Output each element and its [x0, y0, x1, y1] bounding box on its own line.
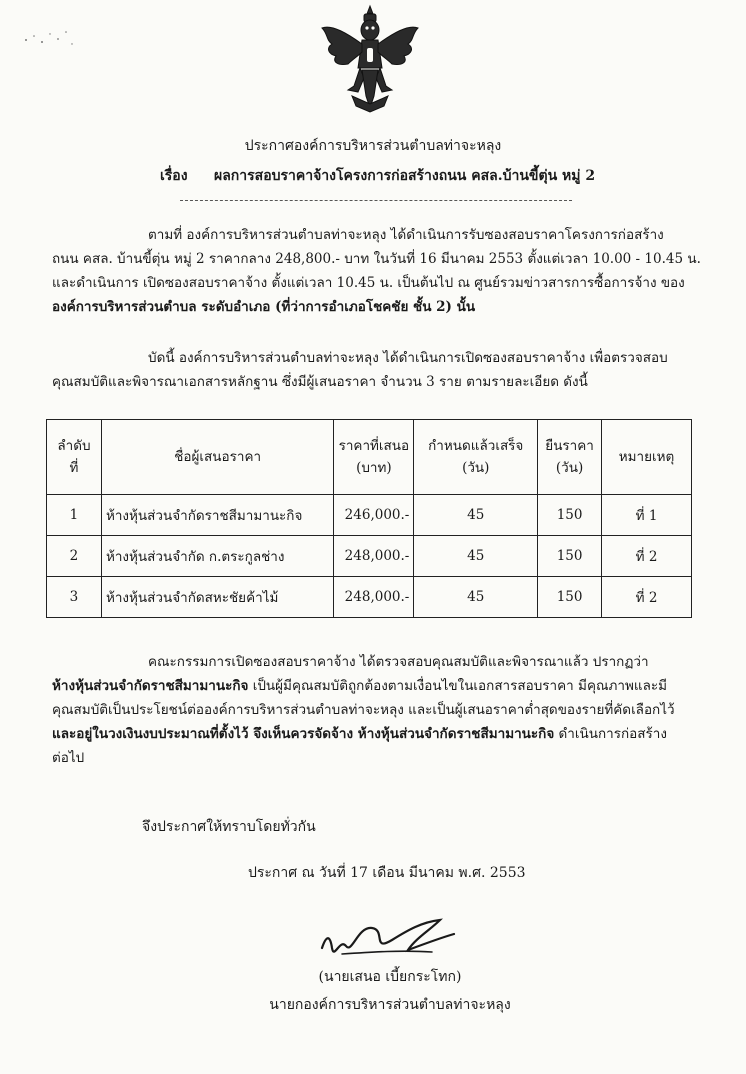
row-price: 248,000.-: [334, 577, 414, 618]
row-no: 1: [47, 495, 102, 536]
row-remark: ที่ 1: [602, 495, 692, 536]
row-bidder-name: ห้างหุ้นส่วนจำกัดราชสีมามานะกิจ: [101, 495, 333, 536]
result-paragraph: [52, 650, 692, 770]
table-header-row: [47, 420, 692, 495]
row-validity: 150: [538, 536, 602, 577]
header-no: [47, 420, 102, 495]
header-price-line2: (บาท): [356, 460, 392, 476]
row-price: 248,000.-: [334, 536, 414, 577]
header-deadline-line1: กำหนดแล้วเสร็จ: [428, 438, 524, 454]
header-deadline-line2: (วัน): [462, 460, 490, 476]
header-validity-line2: (วัน): [555, 460, 584, 476]
result-line-3: คุณสมบัติเป็นประโยชน์ต่อองค์การบริหารส่วนตำบลท่าจะหลุง และเป็นผู้เสนอราคาต่ำสุดของรายที่คัดเลือกไว้: [52, 702, 675, 718]
header-validity: [538, 420, 602, 495]
intro-line-3: และดำเนินการ เปิดซองสอบราคาจ้าง ตั้งแต่เวลา 10.45 น. เป็นต้นไป ณ ศูนย์รวมข่าวสารการซื้อการจ้าง ของ: [52, 275, 685, 291]
result-line-4-rest: ดำเนินการก่อสร้าง: [554, 726, 667, 742]
signer-position: นายกองค์การบริหารส่วนตำบลท่าจะหลุง: [269, 997, 511, 1013]
row-price: 246,000.-: [334, 495, 414, 536]
result-line-5: ต่อไป: [52, 750, 85, 766]
header-name: ชื่อผู้เสนอราคา: [101, 420, 333, 495]
header-no-line2: ที่: [69, 460, 79, 476]
header-no-line1: ลำดับ: [57, 438, 91, 454]
row-bidder-name: ห้างหุ้นส่วนจำกัด ก.ตระกูลช่าง: [101, 536, 333, 577]
header-validity-line1: ยืนราคา: [545, 438, 594, 454]
row-validity: 150: [538, 495, 602, 536]
row-no: 2: [47, 536, 102, 577]
bidders-paragraph: [52, 346, 692, 394]
subject-label: เรื่อง: [160, 168, 188, 184]
table-row: [47, 495, 692, 536]
table-row: [47, 577, 692, 618]
intro-line-2: ถนน คสล. บ้านขี้ตุ่น หมู่ 2 ราคากลาง 248,800.- บาท ในวันที่ 16 มีนาคม 2553 ตั้งแต่เวลา 10.00 - 10.45 น.: [52, 251, 701, 267]
row-remark: ที่ 2: [602, 536, 692, 577]
bids-table: [46, 419, 692, 618]
bidders-line-1: บัดนี้ องค์การบริหารส่วนตำบลท่าจะหลุง ได้ดำเนินการเปิดซองสอบราคาจ้าง เพื่อตรวจสอบ: [148, 350, 668, 366]
garuda-emblem-icon: [318, 4, 422, 114]
announce-line: จึงประกาศให้ทราบโดยทั่วกัน: [142, 819, 316, 835]
row-days: 45: [414, 536, 538, 577]
award-statement: และอยู่ในวงเงินงบประมาณที่ตั้งไว้ จึงเห็นควรจัดจ้าง ห้างหุ้นส่วนจำกัดราชสีมามานะกิจ: [52, 726, 555, 742]
row-no: 3: [47, 577, 102, 618]
bidders-line-2: คุณสมบัติและพิจารณาเอกสารหลักฐาน ซึ่งมีผู้เสนอราคา จำนวน 3 ราย ตามรายละเอียด ดังนี้: [52, 374, 588, 390]
page-title: ประกาศองค์การบริหารส่วนตำบลท่าจะหลุง: [244, 138, 502, 154]
header-price: [334, 420, 414, 495]
row-remark: ที่ 2: [602, 577, 692, 618]
header-price-line1: ราคาที่เสนอ: [338, 438, 410, 454]
subject-text: ผลการสอบราคาจ้างโครงการก่อสร้างถนน คสล.บ้านขี้ตุ่น หมู่ 2: [214, 168, 596, 184]
row-days: 45: [414, 495, 538, 536]
header-deadline: [414, 420, 538, 495]
row-validity: 150: [538, 577, 602, 618]
table-row: [47, 536, 692, 577]
row-days: 45: [414, 577, 538, 618]
intro-line-4: องค์การบริหารส่วนตำบล ระดับอำเภอ (ที่ว่าการอำเภอโชคชัย ชั้น 2) นั้น: [52, 299, 476, 315]
intro-line-1: ตามที่ องค์การบริหารส่วนตำบลท่าจะหลุง ได้ดำเนินการรับซองสอบราคาโครงการก่อสร้าง: [148, 227, 664, 243]
scan-specks: [20, 24, 80, 54]
date-line: ประกาศ ณ วันที่ 17 เดือน มีนาคม พ.ศ. 2553: [248, 865, 526, 881]
result-line-2: [52, 674, 692, 698]
result-line-2-rest: เป็นผู้มีคุณสมบัติถูกต้องตามเงื่อนไขในเอกสารสอบราคา มีคุณภาพและมี: [248, 678, 667, 694]
header-remark: หมายเหตุ: [602, 420, 692, 495]
intro-paragraph: [52, 223, 701, 319]
signer-name: (นายเสนอ เบี้ยกระโทก): [318, 969, 462, 985]
signature-scribble: [312, 908, 462, 968]
winner-name: ห้างหุ้นส่วนจำกัดราชสีมามานะกิจ: [52, 678, 249, 694]
subject-line: [160, 165, 595, 187]
result-line-1: คณะกรรมการเปิดซองสอบราคาจ้าง ได้ตรวจสอบคุณสมบัติและพิจารณาแล้ว ปรากฏว่า: [148, 654, 649, 670]
dashed-divider: [180, 200, 572, 201]
result-line-4: [52, 722, 692, 746]
row-bidder-name: ห้างหุ้นส่วนจำกัดสหะชัยค้าไม้: [101, 577, 333, 618]
